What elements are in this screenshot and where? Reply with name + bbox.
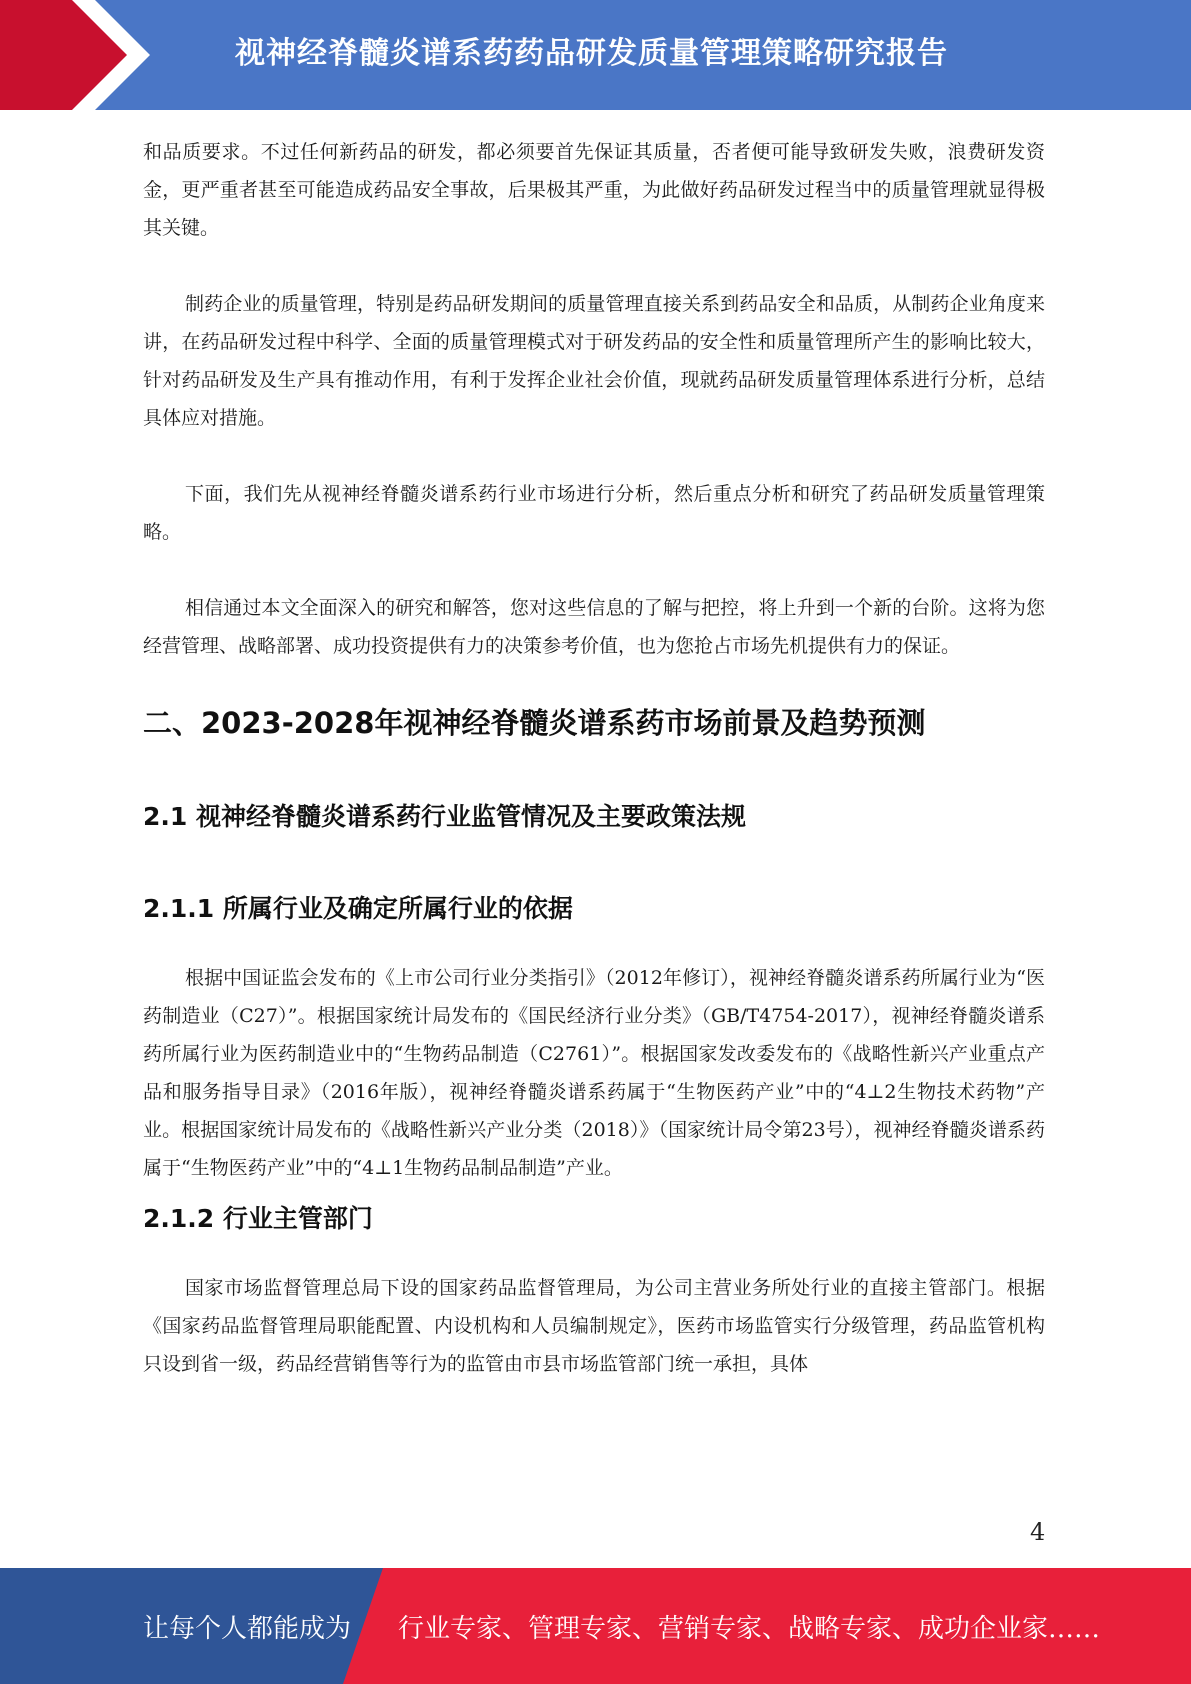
report-title: 视神经脊髓炎谱系药药品研发质量管理策略研究报告 (235, 36, 948, 71)
page-header (0, 0, 1191, 110)
subsection-heading: 2.1 视神经脊髓炎谱系药行业监管情况及主要政策法规 (143, 802, 746, 831)
subsubsection-heading-authority: 2.1.2 行业主管部门 (143, 1204, 373, 1233)
document-body (143, 133, 1045, 1421)
paragraph-2: 制药企业的质量管理，特别是药品研发期间的质量管理直接关系到药品安全和品质，从制药企业角度来讲，在药品研发过程中科学、全面的质量管理模式对于研发药品的安全性和质量管理所产生的影响比较大，针对药品研发及生产具有推动作用，有利于发挥企业社会价值，现就药品研发质量管理体系进行分析，总结具体应对措施。 (143, 293, 1045, 429)
footer-slogan-left: 让每个人都能成为 (143, 1614, 352, 1644)
page-footer (0, 1568, 1191, 1684)
paragraph-3: 下面，我们先从视神经脊髓炎谱系药行业市场进行分析，然后重点分析和研究了药品研发质量管理策略。 (143, 483, 1045, 543)
page-number: 4 (1030, 1518, 1046, 1546)
paragraph-1: 和品质要求。不过任何新药品的研发，都必须要首先保证其质量，否者便可能导致研发失败，浪费研发资金，更严重者甚至可能造成药品安全事故，后果极其严重，为此做好药品研发过程当中的质量管理就显得极其关键。 (143, 141, 1045, 239)
subsubsection-heading-industry: 2.1.1 所属行业及确定所属行业的依据 (143, 894, 573, 923)
paragraph-6: 国家市场监督管理总局下设的国家药品监督管理局，为公司主营业务所处行业的直接主管部门。根据《国家药品监督管理局职能配置、内设机构和人员编制规定》，医药市场监管实行分级管理，药品监管机构只设到省一级，药品经营销售等行为的监管由市县市场监管部门统一承担，具体 (143, 1277, 1045, 1375)
section-heading: 二、2023-2028年视神经脊髓炎谱系药市场前景及趋势预测 (143, 706, 926, 740)
paragraph-5: 根据中国证监会发布的《上市公司行业分类指引》（2012年修订），视神经脊髓炎谱系药所属行业为“医药制造业（C27）”。根据国家统计局发布的《国民经济行业分类》（GB/T4754-2017），视神经脊髓炎谱系药所属行业为医药制造业中的“生物药品制造（C2761）”。根据国家发改委发布的《战略性新兴产业重点产品和服务指导目录》（2016年版），视神经脊髓炎谱系药属于“生物医药产业”中的“4⊥2生物技术药物”产业。根据国家统计局发布的《战略性新兴产业分类（2018）》（国家统计局令第23号），视神经脊髓炎谱系药属于“生物医药产业”中的“4⊥1生物药品制品制造”产业。 (143, 967, 1045, 1179)
paragraph-4: 相信通过本文全面深入的研究和解答，您对这些信息的了解与把控，将上升到一个新的台阶。这将为您经营管理、战略部署、成功投资提供有力的决策参考价值，也为您抢占市场先机提供有力的保证。 (143, 597, 1045, 657)
footer-slogan-right: 行业专家、管理专家、营销专家、战略专家、成功企业家…… (398, 1614, 1101, 1644)
